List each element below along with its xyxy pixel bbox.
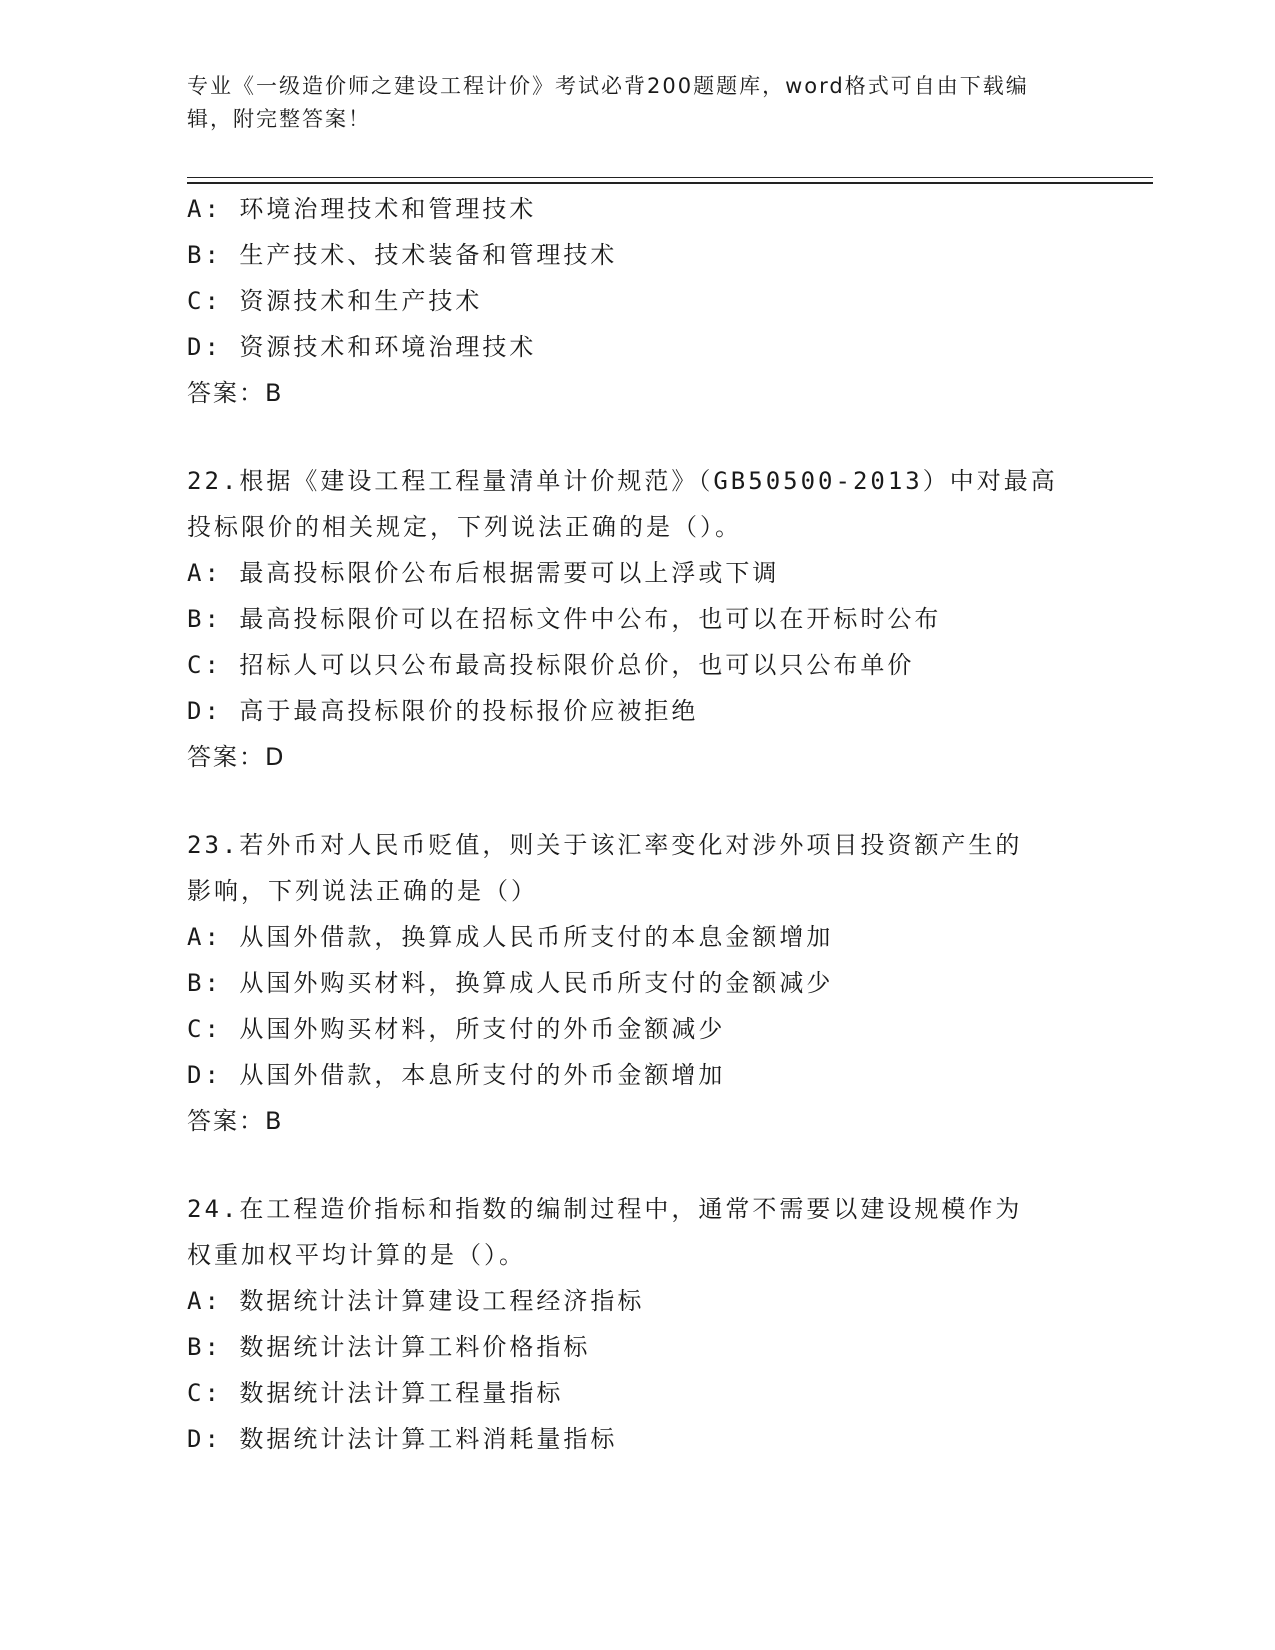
option-d: D: 高于最高投标限价的投标报价应被拒绝 [187,697,699,725]
question-22 [187,458,1107,780]
document-header: 专业《一级造价师之建设工程计价》考试必背200题题库，word格式可自由下载编辑，附完整答案！ [187,74,1029,131]
option-a: A: 环境治理技术和管理技术 [187,195,537,223]
option-d: D: 数据统计法计算工料消耗量指标 [187,1425,618,1453]
question-stem-line-2: 影响，下列说法正确的是（） [187,877,538,905]
question-stem-line-1: 23.若外币对人民币贬值，则关于该汇率变化对涉外项目投资额产生的 [187,831,1023,859]
answer-line: 答案：B [187,1107,284,1135]
option-c: C: 数据统计法计算工程量指标 [187,1379,564,1407]
question-23 [187,822,1107,1144]
question-stem-line-2: 权重加权平均计算的是（）。 [187,1241,526,1269]
option-a: A: 数据统计法计算建设工程经济指标 [187,1287,645,1315]
option-a: A: 从国外借款，换算成人民币所支付的本息金额增加 [187,923,834,951]
option-c: C: 资源技术和生产技术 [187,287,483,315]
question-24 [187,1186,1107,1462]
header-rule-thin [187,177,1153,178]
option-d: D: 资源技术和环境治理技术 [187,333,537,361]
question-content [187,186,1107,1462]
option-d: D: 从国外借款，本息所支付的外币金额增加 [187,1061,726,1089]
previous-question-options [187,186,1107,416]
option-b: B: 生产技术、技术装备和管理技术 [187,241,618,269]
question-stem-line-2: 投标限价的相关规定，下列说法正确的是（）。 [187,513,742,541]
option-c: C: 从国外购买材料，所支付的外币金额减少 [187,1015,726,1043]
question-stem-line-1: 24.在工程造价指标和指数的编制过程中，通常不需要以建设规模作为 [187,1195,1023,1223]
option-c: C: 招标人可以只公布最高投标限价总价，也可以只公布单价 [187,651,915,679]
answer-line: 答案：B [187,379,284,407]
question-stem-line-1: 22.根据《建设工程工程量清单计价规范》（GB50500-2013）中对最高 [187,467,1058,495]
header-rule-thick [187,182,1153,184]
option-a: A: 最高投标限价公布后根据需要可以上浮或下调 [187,559,780,587]
option-b: B: 从国外购买材料，换算成人民币所支付的金额减少 [187,969,834,997]
answer-line: 答案：D [187,743,286,771]
option-b: B: 最高投标限价可以在招标文件中公布，也可以在开标时公布 [187,605,942,633]
option-b: B: 数据统计法计算工料价格指标 [187,1333,591,1361]
